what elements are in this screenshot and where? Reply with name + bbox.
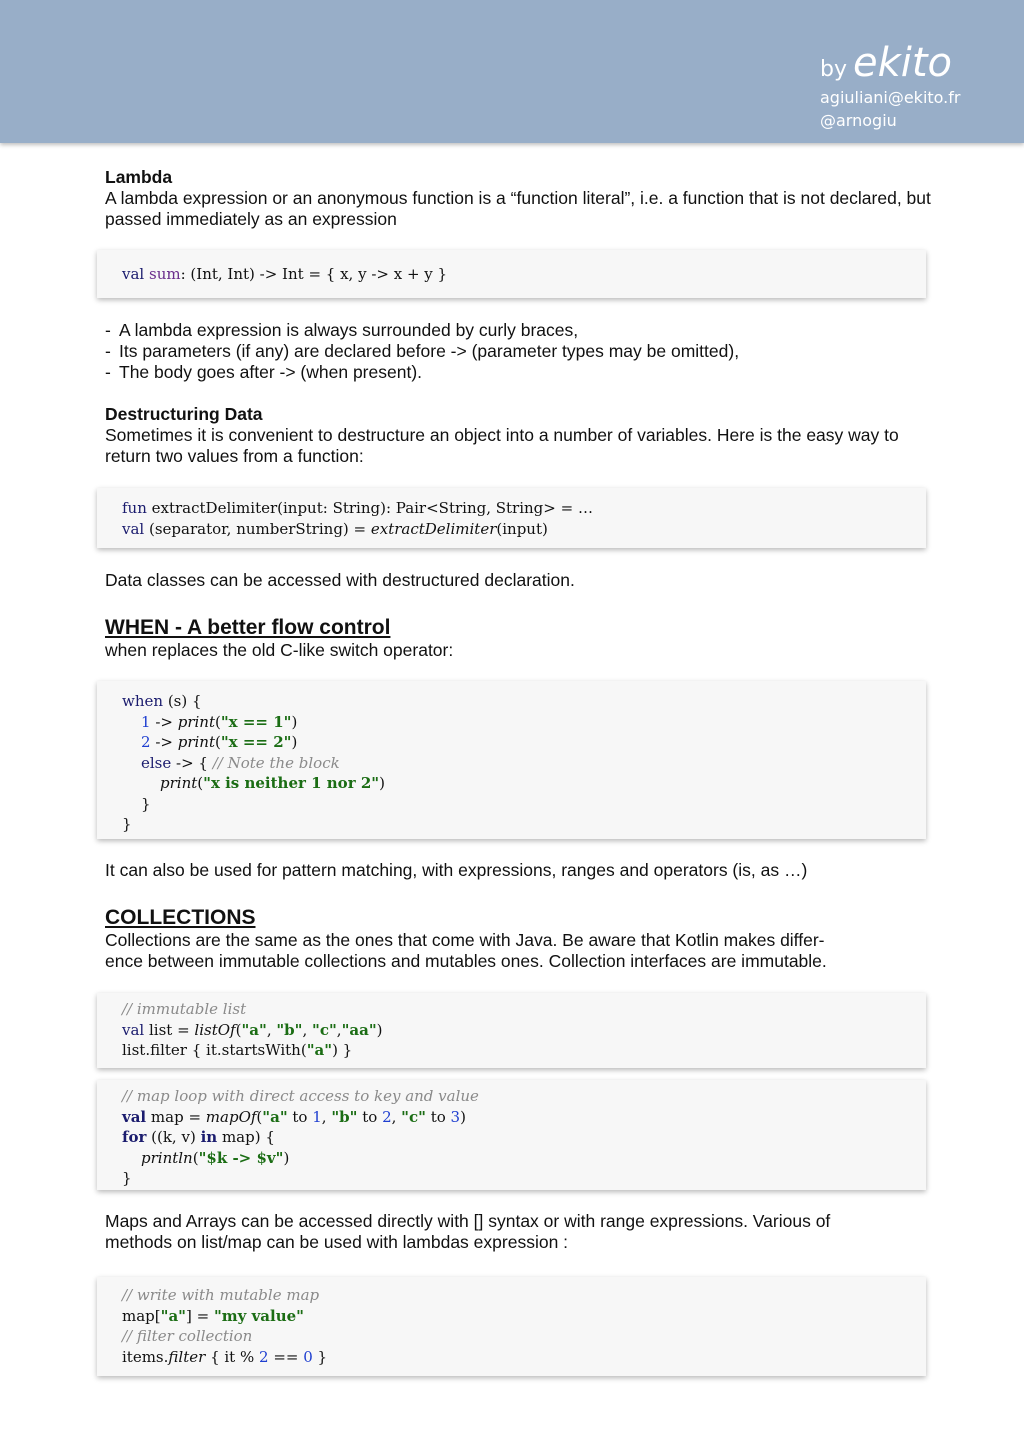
code-keyword: val (122, 265, 145, 283)
destructuring-code-block (97, 488, 926, 548)
collections-note-line-2: methods on list/map can be used with lambdas expression : (105, 1232, 569, 1252)
when-title: WHEN - A better flow control (105, 616, 391, 639)
collections-note (105, 1211, 935, 1253)
lambda-code-block (97, 250, 926, 298)
code-line: else -> { // Note the block (141, 753, 340, 772)
collections-description-line-1: Collections are the same as the ones that come with Java. Be aware that Kotlin makes differ- (105, 930, 825, 950)
code-line: fun extractDelimiter(input: String): Pair<String, String> = … (122, 499, 593, 517)
ekito-logo: ekito (852, 40, 953, 86)
code-line: // immutable list (122, 1000, 247, 1018)
lambda-bullets (105, 320, 935, 383)
mutable-map-code-block (97, 1277, 926, 1376)
destructuring-description: Sometimes it is convenient to destructure an object into a number of variables. Here is the easy way to return two values from a function: (105, 425, 899, 466)
code-line: } (122, 815, 132, 833)
map-loop-code-block (97, 1080, 926, 1190)
collections-title: COLLECTIONS (105, 906, 256, 929)
code-line: // filter collection (122, 1327, 253, 1345)
destructuring-section (105, 404, 935, 467)
author-email: agiuliani@ekito.fr (820, 88, 961, 107)
immutable-list-code-block (97, 993, 926, 1068)
collections-section (105, 906, 935, 972)
code-line: 2 -> print("x == 2") (141, 733, 298, 751)
when-code-block (97, 681, 926, 839)
code-line: map["a"] = "my value" (122, 1306, 304, 1325)
code-line: val (separator, numberString) = extractDelimiter(input) (122, 519, 548, 538)
lambda-description: A lambda expression or an anonymous function is a “function literal”, i.e. a function that is not declared, but passed immediately as an expression (105, 188, 931, 229)
code-line: } (141, 794, 151, 813)
destructuring-note: Data classes can be accessed with destructured declaration. (105, 570, 575, 590)
when-note: It can also be used for pattern matching, with expressions, ranges and operators (is, as …) (105, 860, 808, 880)
code-line: println("$k -> $v") (141, 1148, 290, 1167)
code-line: // map loop with direct access to key and value (122, 1087, 479, 1105)
collections-description-line-2: ence between immutable collections and mutables ones. Collection interfaces are immutable. (105, 951, 827, 971)
code-line: 1 -> print("x == 1") (141, 712, 298, 731)
list-item: - Its parameters (if any) are declared before -> (parameter types may be omitted), (105, 341, 740, 361)
brand-by: by (820, 57, 847, 82)
brand-block (820, 40, 960, 132)
code-line (122, 264, 926, 285)
code-line: // write with mutable map (122, 1286, 320, 1304)
author-handle: @arnogiu (820, 111, 897, 130)
code-line: val map = mapOf("a" to 1, "b" to 2, "c" to 3) (122, 1107, 466, 1126)
code-text: : (Int, Int) -> Int = { x, y -> x + y } (180, 265, 448, 283)
lambda-title: Lambda (105, 167, 173, 187)
code-variable: sum (149, 265, 181, 283)
code-line: } (122, 1169, 132, 1187)
code-line: when (s) { (122, 692, 202, 710)
lambda-section (105, 167, 935, 230)
code-line: print("x is neither 1 nor 2") (160, 774, 385, 792)
code-line: val list = listOf("a", "b", "c","aa") (122, 1020, 383, 1039)
list-item: - The body goes after -> (when present). (105, 362, 423, 382)
destructuring-title: Destructuring Data (105, 404, 263, 424)
collections-note-line-1: Maps and Arrays can be accessed directly with [] syntax or with range expressions. Various of (105, 1211, 831, 1231)
when-section (105, 616, 935, 661)
code-line: list.filter { it.startsWith("a") } (122, 1041, 353, 1059)
list-item: - A lambda expression is always surrounded by curly braces, (105, 320, 579, 340)
when-description: when replaces the old C-like switch operator: (105, 640, 454, 660)
code-line: for ((k, v) in map) { (122, 1128, 275, 1146)
page-header (0, 0, 1024, 143)
code-line: items.filter { it % 2 == 0 } (122, 1347, 328, 1366)
brand-line (820, 40, 960, 86)
